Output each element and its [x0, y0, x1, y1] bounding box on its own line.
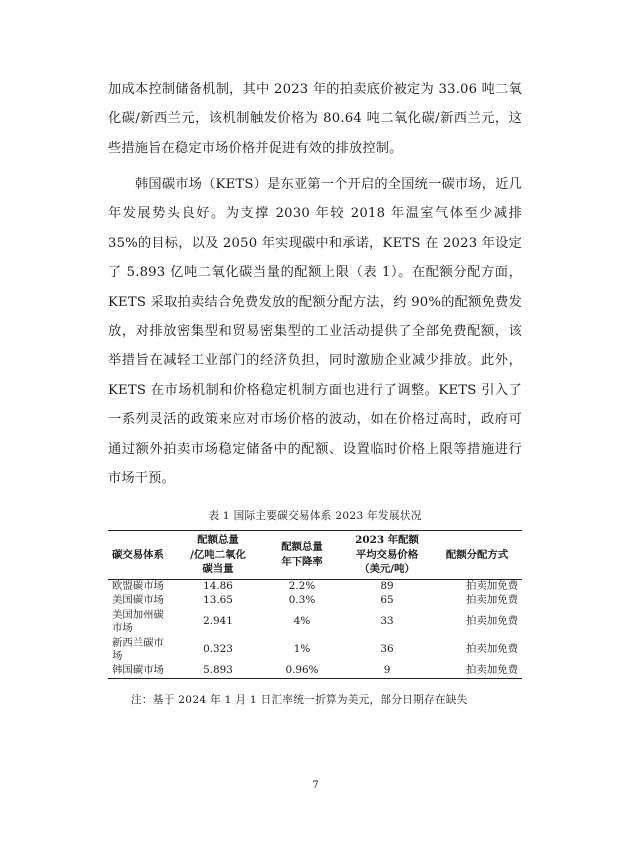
cell-price: 9: [342, 664, 432, 679]
cell-total: 0.323: [203, 643, 233, 655]
cell-price: 33: [380, 615, 394, 627]
cell-rate: 0.3%: [288, 594, 316, 606]
cell-system: 新西兰碳市 场: [112, 636, 164, 662]
table-note: 注：基于 2024 年 1 月 1 日汇率统一折算为美元，部分日期存在缺失: [131, 694, 468, 706]
header-method: 配额分配方式: [432, 531, 522, 580]
carbon-market-table: [108, 530, 522, 679]
table-caption: 表 1 国际主要碳交易体系 2023 年发展状况: [208, 510, 422, 522]
cell-price: 89: [380, 580, 394, 592]
cell-system: 美国碳市场: [112, 594, 164, 606]
cell-rate: 0.96%: [262, 664, 342, 679]
cell-rate: 1%: [293, 643, 311, 655]
cell-method: 拍卖加免费: [432, 664, 522, 679]
cell-total: 14.86: [203, 580, 233, 592]
table-header-row: [108, 531, 522, 580]
table-row: [108, 636, 522, 664]
cell-system: 韩国碳市场: [108, 664, 174, 679]
header-system: 碳交易体系: [108, 531, 174, 580]
cell-method: 拍卖加免费: [466, 643, 518, 655]
cell-method: 拍卖加免费: [466, 580, 518, 592]
cell-price: 36: [380, 643, 394, 655]
table-row: [108, 664, 522, 679]
cell-price: 65: [380, 594, 394, 606]
cell-total: 2.941: [203, 615, 233, 627]
header-total: 配额总量 /亿吨二氧化 碳当量: [174, 531, 262, 580]
cell-method: 拍卖加免费: [466, 594, 518, 606]
table-row: [108, 579, 522, 594]
header-rate: 配额总量 年下降率: [262, 531, 342, 580]
paragraph-1: 加成本控制储备机制，其中 2023 年的拍卖底价被定为 33.06 吨二氧化碳/新西兰元，该机制触发价格为 80.64 吨二氧化碳/新西兰元，这些措施旨在稳定市场价格并促进有效的排放控制。: [108, 82, 522, 156]
cell-method: 拍卖加免费: [466, 615, 518, 627]
cell-total: 5.893: [174, 664, 262, 679]
cell-rate: 4%: [293, 615, 311, 627]
cell-rate: 2.2%: [288, 580, 316, 592]
paragraph-2: 韩国碳市场（KETS）是东亚第一个开启的全国统一碳市场，近几年发展势头良好。为支撑 2030 年较 2018 年温室气体至少减排 35%的目标，以及 2050 年实现碳中和承诺，KETS 在 2023 年设定了 5.893 亿吨二氧化碳当量的配额上限（表 1）。在配额分配方面，KETS 采取拍卖结合免费发放的配额分配方法，约 90%的配额免费发放，对排放密集型和贸易密集型的工业活动提供了全部免费配额，该举措旨在减轻工业部门的经济负担，同时激励企业减少排放。此外，KETS 在市场机制和价格稳定机制方面也进行了调整。KETS 引入了一系列灵活的政策来应对市场价格的波动，如在价格过高时，政府可通过额外拍卖市场稳定储备中的配额、设置临时价格上限等措施进行市场干预。: [108, 177, 522, 487]
table-row: [108, 608, 522, 636]
cell-system: 欧盟碳市场: [112, 580, 164, 592]
cell-system: 美国加州碳 市场: [112, 608, 164, 634]
table-row: [108, 594, 522, 608]
header-price: 2023 年配额 平均交易价格 （美元/吨）: [342, 531, 432, 580]
page-number: 7: [312, 780, 319, 791]
cell-total: 13.65: [203, 594, 233, 606]
